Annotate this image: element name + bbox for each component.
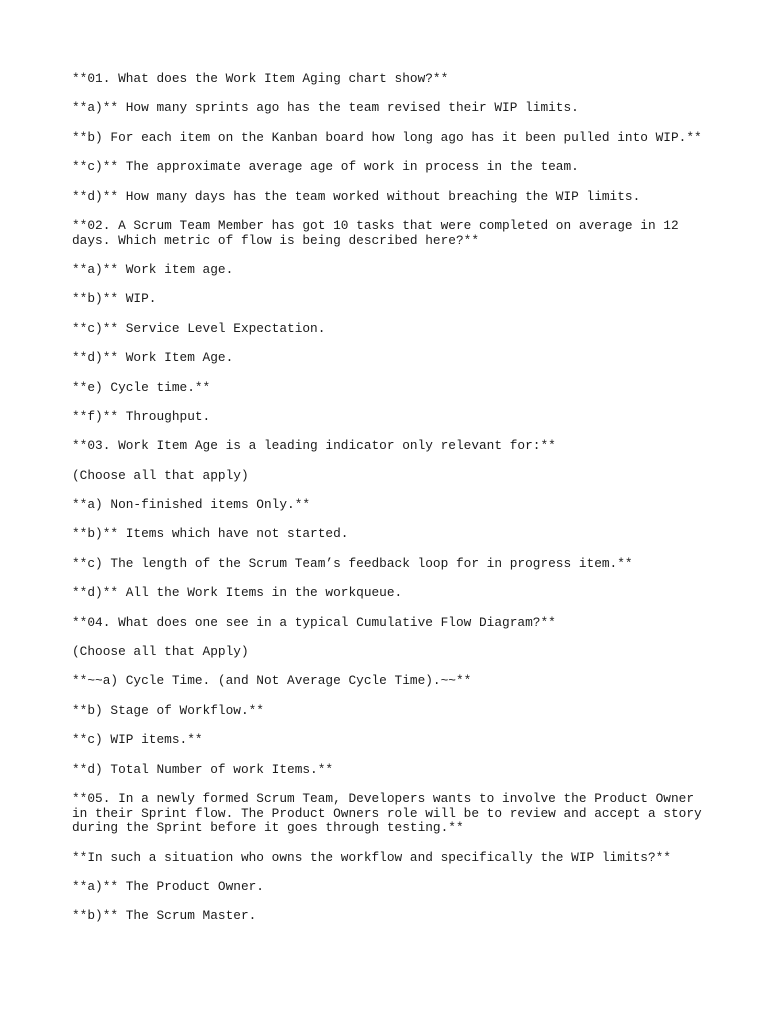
question-2-option-a: **a)** Work item age. [72,261,234,277]
question-2-option-d: **d)** Work Item Age. [72,350,234,366]
question-3-option-b: **b)** Items which have not started. [72,526,349,542]
question-1-option-c: **c)** The approximate average age of work in process in the team. [72,159,579,175]
question-3-text: **03. Work Item Age is a leading indicator only relevant for:** [72,438,556,454]
question-4-option-a: **~~a) Cycle Time. (and Not Average Cycle Time).~~** [72,673,472,689]
question-5-subquestion: **In such a situation who owns the workflow and specifically the WIP limits?** [72,849,671,865]
question-4-option-d: **d) Total Number of work Items.** [72,761,334,777]
question-5-text: **05. In a newly formed Scrum Team, Developers wants to involve the Product Owner in their Sprint flow. The Product Owners role will be to review and accept a story during the Sprint before it goes through testing.** [72,790,710,836]
question-3-option-d: **d)** All the Work Items in the workqueue. [72,585,403,601]
question-3-instruction: (Choose all that apply) [72,467,249,483]
question-1-option-b: **b) For each item on the Kanban board how long ago has it been pulled into WIP.** [72,129,702,145]
question-4-instruction: (Choose all that Apply) [72,644,249,660]
question-2-option-c: **c)** Service Level Expectation. [72,320,326,336]
question-2-option-f: **f)** Throughput. [72,408,211,424]
question-4-option-b: **b) Stage of Workflow.** [72,702,264,718]
question-3-option-a: **a) Non-finished items Only.** [72,497,311,513]
question-1-option-d: **d)** How many days has the team worked without breaching the WIP limits. [72,188,641,204]
question-4-text: **04. What does one see in a typical Cumulative Flow Diagram?** [72,614,556,630]
question-1-text: **01. What does the Work Item Aging chart show?** [72,71,449,86]
question-4-option-c: **c) WIP items.** [72,732,203,748]
question-2-option-b: **b)** WIP. [72,291,157,307]
question-5-option-a: **a)** The Product Owner. [72,878,264,894]
question-2-option-e: **e) Cycle time.** [72,379,211,395]
question-1-option-a: **a)** How many sprints ago has the team revised their WIP limits. [72,100,579,116]
question-3-option-c: **c) The length of the Scrum Team’s feedback loop for in progress item.** [72,555,633,571]
question-2-text: **02. A Scrum Team Member has got 10 tasks that were completed on average in 12 days. Which metric of flow is being described here?** [72,217,687,248]
question-5-option-b: **b)** The Scrum Master. [72,908,257,924]
document-page [72,71,710,939]
